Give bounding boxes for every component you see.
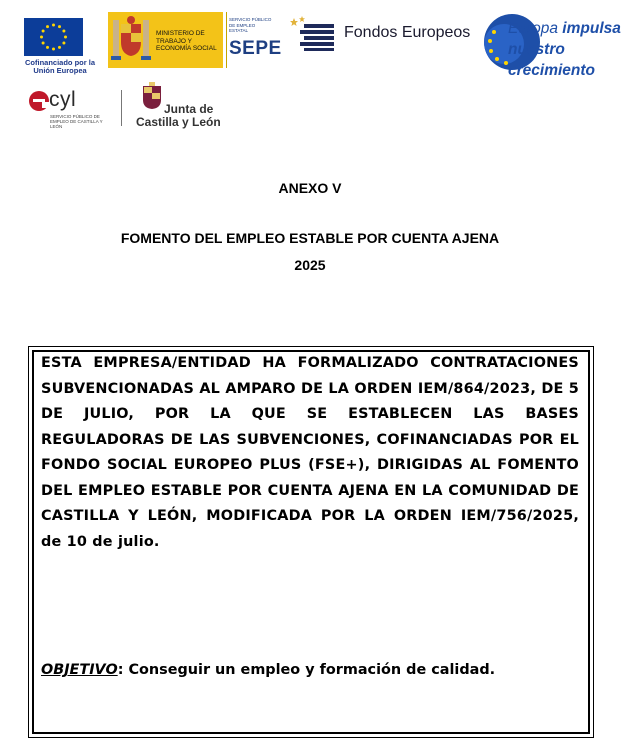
notice-body-text: ESTA EMPRESA/ENTIDAD HA FORMALIZADO CONTRATACIONES SUBVENCIONADAS AL AMPARO DE LA ORDEN IEM/864/2023, DE 5 DE JULIO, POR LA QUE SE ESTABLECEN LAS BASES REGULADORAS DE LAS SUBVENCIONES, COFINANCIADAS POR EL FONDO SOCIAL EUROPEO PLUS (FSE+), DIRIGIDAS AL FOMENTO DEL EMPLEO ESTABLE POR CUENTA AJENA EN LA COMUNIDAD DE CASTILLA Y LEÓN, MODIFICADA POR LA ORDEN IEM/756/2025, de 10 de julio. [41, 355, 579, 550]
objective-line [41, 662, 495, 678]
ecyl-text: cyl [49, 88, 77, 111]
impulsa-word: impulsa [562, 20, 621, 37]
logo-divider [121, 90, 122, 126]
ecyl-subtitle: SERVICIO PÚBLICO DE EMPLEO DE CASTILLA Y LEÓN [50, 114, 103, 129]
junta-line2: Castilla y León [136, 115, 221, 129]
document-title: FOMENTO DEL EMPLEO ESTABLE POR CUENTA AJENA [120, 230, 500, 246]
annex-heading: ANEXO V [278, 180, 342, 196]
ministerio-text: MINISTERIO DE TRABAJO Y ECONOMÍA SOCIAL [156, 30, 217, 52]
junta-crest-icon [142, 82, 162, 110]
objective-label: OBJETIVO [41, 662, 118, 678]
ecyl-e-icon [28, 88, 50, 119]
junta-castilla-leon-text [136, 102, 221, 129]
sepe-small-text: SERVICIO PÚBLICO DE EMPLEO ESTATAL [229, 17, 272, 33]
eu-flag-logo [24, 18, 83, 56]
europa-impulsa-text [508, 18, 636, 81]
fondos-europeos-flag-icon [290, 16, 336, 52]
objective-text: : Conseguir un empleo y formación de calidad. [117, 662, 496, 678]
spain-coat-of-arms-icon [107, 12, 155, 68]
fondos-europeos-text: Fondos Europeos [344, 24, 471, 41]
junta-line1: Junta de [164, 102, 214, 116]
eu-stars-icon [24, 18, 83, 56]
europa-word: Europa [508, 20, 558, 37]
eu-caption: Cofinanciado por la Unión Europea [24, 58, 95, 75]
crecimiento-line: nuestro crecimiento [508, 41, 596, 79]
document-year: 2025 [294, 257, 326, 273]
sepe-text: SEPE [229, 38, 282, 59]
